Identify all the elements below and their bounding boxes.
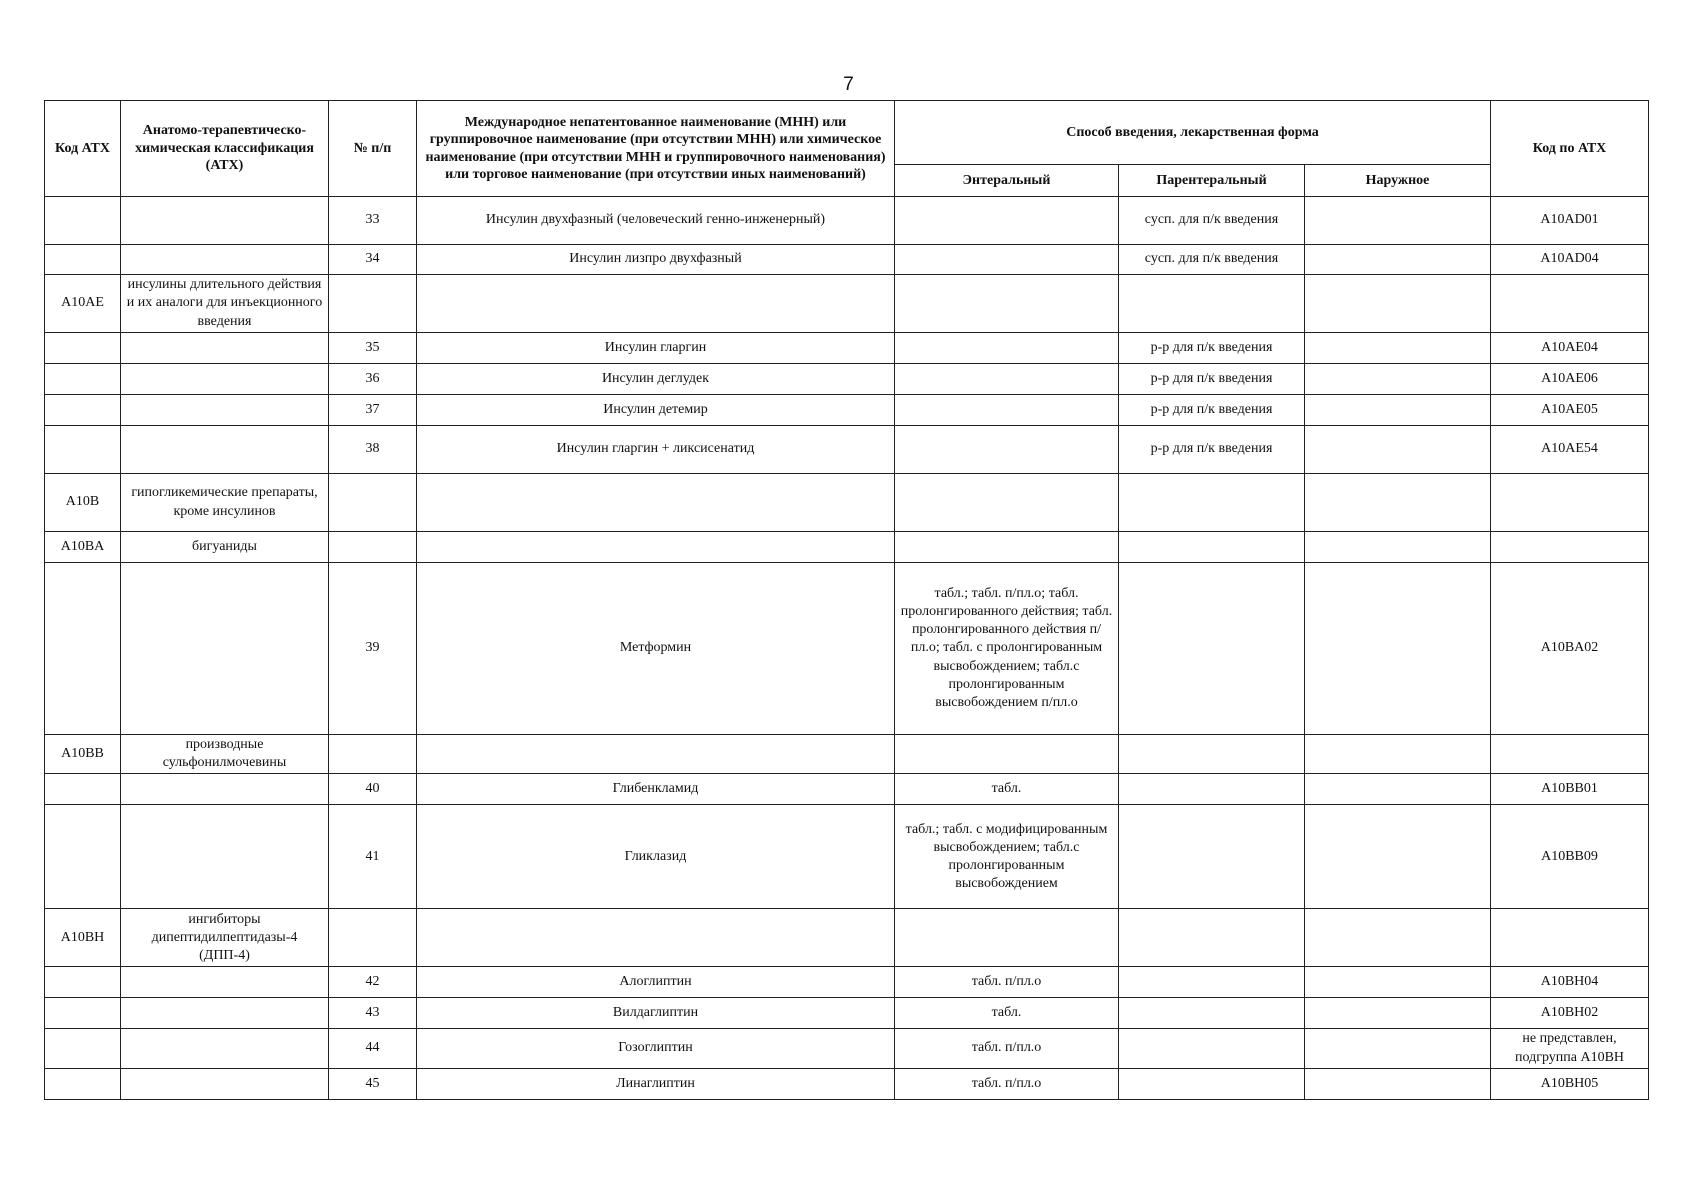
atx-group-name [121,426,329,474]
row-number: 35 [329,333,417,364]
enteral-form: табл. п/пл.о [895,1029,1119,1068]
atx-group-code [45,774,121,805]
atx-code: A10AD01 [1491,197,1649,245]
table-row [45,909,1649,967]
atx-code [1491,532,1649,563]
table-row [45,275,1649,333]
atx-group-code [45,1068,121,1099]
external-form [1305,735,1491,774]
parenteral-form: р-р для п/к введения [1119,333,1305,364]
table-row [45,333,1649,364]
atx-group-name: ингибиторы дипептидилпептидазы-4 (ДПП-4) [121,909,329,967]
atx-code: A10BA02 [1491,563,1649,735]
external-form [1305,1029,1491,1068]
external-form [1305,805,1491,909]
header-route: Способ введения, лекарственная форма [895,101,1491,165]
atx-group-name: производные сульфонилмочевины [121,735,329,774]
atx-group-name: гипогликемические препараты, кроме инсулинов [121,474,329,532]
table-row [45,1068,1649,1099]
table-row [45,774,1649,805]
atx-group-code [45,998,121,1029]
atx-code: A10AE04 [1491,333,1649,364]
atx-code: не представлен, подгруппа A10BH [1491,1029,1649,1068]
parenteral-form [1119,1029,1305,1068]
row-number [329,275,417,333]
enteral-form [895,197,1119,245]
enteral-form [895,909,1119,967]
row-number [329,909,417,967]
external-form [1305,909,1491,967]
enteral-form [895,532,1119,563]
parenteral-form [1119,998,1305,1029]
atx-group-name [121,364,329,395]
row-number: 41 [329,805,417,909]
row-number: 40 [329,774,417,805]
header-num: № п/п [329,101,417,197]
parenteral-form [1119,563,1305,735]
row-number: 45 [329,1068,417,1099]
table-row [45,474,1649,532]
enteral-form [895,364,1119,395]
enteral-form: табл. п/пл.о [895,1068,1119,1099]
parenteral-form [1119,967,1305,998]
row-number: 36 [329,364,417,395]
atx-group-name [121,1068,329,1099]
parenteral-form: р-р для п/к введения [1119,364,1305,395]
atx-group-code: A10BA [45,532,121,563]
external-form [1305,967,1491,998]
atx-code [1491,735,1649,774]
row-number: 34 [329,245,417,275]
enteral-form: табл. [895,774,1119,805]
table-row [45,998,1649,1029]
header-external: Наружное [1305,165,1491,197]
table-row [45,426,1649,474]
enteral-form: табл. п/пл.о [895,967,1119,998]
atx-group-name [121,998,329,1029]
atx-group-code [45,364,121,395]
enteral-form [895,395,1119,426]
drug-name: Инсулин двухфазный (человеческий генно-инженерный) [417,197,895,245]
atx-group-name [121,967,329,998]
atx-group-name: бигуаниды [121,532,329,563]
drug-name: Алоглиптин [417,967,895,998]
drug-name [417,735,895,774]
parenteral-form [1119,774,1305,805]
parenteral-form: сусп. для п/к введения [1119,197,1305,245]
parenteral-form: сусп. для п/к введения [1119,245,1305,275]
table-row [45,532,1649,563]
row-number: 33 [329,197,417,245]
atx-group-code [45,333,121,364]
external-form [1305,1068,1491,1099]
row-number: 44 [329,1029,417,1068]
row-number: 42 [329,967,417,998]
atx-group-name [121,245,329,275]
row-number [329,474,417,532]
row-number: 38 [329,426,417,474]
atx-group-name [121,333,329,364]
drug-table [44,100,1649,1100]
atx-group-code [45,563,121,735]
atx-group-name [121,774,329,805]
atx-code: A10BH02 [1491,998,1649,1029]
parenteral-form: р-р для п/к введения [1119,426,1305,474]
parenteral-form [1119,1068,1305,1099]
table-row [45,563,1649,735]
atx-group-code [45,967,121,998]
atx-code: A10BH04 [1491,967,1649,998]
header-name: Международное непатентованное наименование (МНН) или группировочное наименование (при отсутствии МНН) или химическое наименование (при отсутствии МНН и группировочного наименования) или торговое наименование (при отсутствии иных наименований) [417,101,895,197]
table-row [45,805,1649,909]
atx-group-name [121,197,329,245]
atx-code [1491,474,1649,532]
drug-name [417,909,895,967]
enteral-form [895,474,1119,532]
atx-group-code [45,245,121,275]
header-enteral: Энтеральный [895,165,1119,197]
row-number [329,735,417,774]
external-form [1305,474,1491,532]
atx-group-code [45,1029,121,1068]
enteral-form [895,333,1119,364]
drug-name: Гозоглиптин [417,1029,895,1068]
atx-code: A10AE06 [1491,364,1649,395]
drug-name [417,275,895,333]
atx-code [1491,909,1649,967]
enteral-form [895,735,1119,774]
enteral-form: табл. [895,998,1119,1029]
external-form [1305,774,1491,805]
drug-name: Инсулин деглудек [417,364,895,395]
enteral-form: табл.; табл. п/пл.о; табл. пролонгированного действия; табл. пролонгированного действия п/пл.о; табл. с пролонгированным высвобождением; табл.с пролонгированным высвобождением п/пл.о [895,563,1119,735]
external-form [1305,395,1491,426]
drug-name: Инсулин детемир [417,395,895,426]
external-form [1305,245,1491,275]
row-number: 39 [329,563,417,735]
table-row [45,735,1649,774]
external-form [1305,333,1491,364]
header-parenteral: Парентеральный [1119,165,1305,197]
atx-group-name [121,395,329,426]
drug-name: Глибенкламид [417,774,895,805]
atx-group-name [121,563,329,735]
drug-name: Метформин [417,563,895,735]
drug-name: Инсулин лизпро двухфазный [417,245,895,275]
drug-name: Вилдаглиптин [417,998,895,1029]
atx-code: A10BB01 [1491,774,1649,805]
atx-group-code: A10BB [45,735,121,774]
enteral-form [895,275,1119,333]
enteral-form [895,426,1119,474]
drug-name: Гликлазид [417,805,895,909]
row-number: 43 [329,998,417,1029]
drug-name [417,474,895,532]
header-classification: Анатомо-терапевтическо-химическая классификация (АТХ) [121,101,329,197]
table-row [45,364,1649,395]
table-row [45,197,1649,245]
drug-name [417,532,895,563]
parenteral-form [1119,805,1305,909]
table-row [45,245,1649,275]
atx-group-code [45,426,121,474]
atx-group-code [45,197,121,245]
parenteral-form [1119,275,1305,333]
external-form [1305,197,1491,245]
external-form [1305,998,1491,1029]
external-form [1305,532,1491,563]
external-form [1305,364,1491,395]
atx-code: A10AD04 [1491,245,1649,275]
parenteral-form [1119,532,1305,563]
atx-group-code: A10B [45,474,121,532]
enteral-form [895,245,1119,275]
atx-group-code [45,805,121,909]
row-number: 37 [329,395,417,426]
atx-group-code [45,395,121,426]
parenteral-form: р-р для п/к введения [1119,395,1305,426]
atx-code: A10AE05 [1491,395,1649,426]
external-form [1305,426,1491,474]
table-row [45,1029,1649,1068]
drug-name: Инсулин гларгин + ликсисенатид [417,426,895,474]
atx-code: A10BB09 [1491,805,1649,909]
parenteral-form [1119,474,1305,532]
parenteral-form [1119,909,1305,967]
header-atx-code: Код по АТХ [1491,101,1649,197]
parenteral-form [1119,735,1305,774]
page-number: 7 [843,74,854,95]
atx-group-code: A10AE [45,275,121,333]
external-form [1305,563,1491,735]
table-row [45,395,1649,426]
atx-code [1491,275,1649,333]
atx-group-name [121,805,329,909]
atx-group-name [121,1029,329,1068]
drug-name: Линаглиптин [417,1068,895,1099]
external-form [1305,275,1491,333]
atx-code: A10BH05 [1491,1068,1649,1099]
table-row [45,967,1649,998]
header-code: Код АТХ [45,101,121,197]
drug-name: Инсулин гларгин [417,333,895,364]
enteral-form: табл.; табл. с модифицированным высвобождением; табл.с пролонгированным высвобождением [895,805,1119,909]
atx-code: A10AE54 [1491,426,1649,474]
row-number [329,532,417,563]
atx-group-name: инсулины длительного действия и их аналоги для инъекционного введения [121,275,329,333]
atx-group-code: A10BH [45,909,121,967]
